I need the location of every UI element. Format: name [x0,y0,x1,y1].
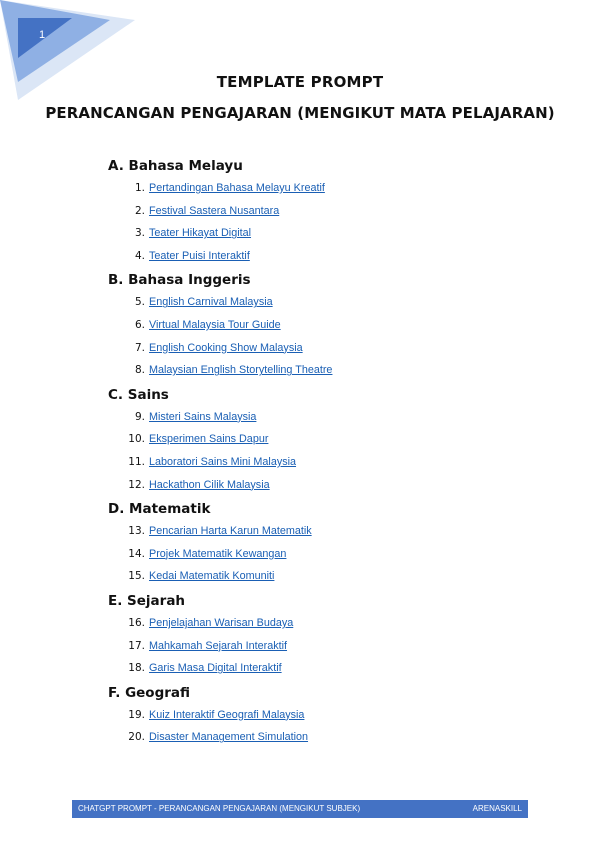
section-heading: B. Bahasa Inggeris [108,272,251,289]
list-item [108,635,548,658]
item-list [108,520,548,588]
item-link[interactable]: Projek Matematik Kewangan [149,547,287,560]
item-number: 1. [134,182,145,194]
item-number: 11. [128,455,145,468]
item-link[interactable]: Laboratori Sains Mini Malaysia [149,455,297,468]
item-link[interactable]: Teater Hikayat Digital [149,227,252,240]
item-list [108,704,548,749]
list-item [108,406,548,429]
list-item [108,657,548,680]
item-link[interactable]: Malaysian English Storytelling Theatre [149,364,333,377]
section-heading: A. Bahasa Melayu [108,158,243,174]
list-item [108,704,548,727]
list-item [108,451,548,474]
footer-bar [72,800,528,818]
list-item [108,726,548,749]
item-number: 4. [134,249,145,262]
item-number: 13. [128,525,145,538]
item-number: 16. [128,616,145,629]
section-heading: E. Sejarah [108,592,186,609]
item-number: 9. [134,410,145,423]
item-link[interactable]: Misteri Sains Malaysia [149,410,257,423]
page-number: 1 [39,29,46,41]
item-link[interactable]: Pencarian Harta Karun Matematik [149,525,312,538]
section-heading: D. Matematik [108,501,211,518]
item-link[interactable]: Penjelajahan Warisan Budaya [149,616,294,629]
section-heading: F. Geografi [108,684,191,701]
item-link[interactable]: Eksperimen Sains Dapur [149,433,269,446]
list-item [108,245,548,268]
page-title: TEMPLATE PROMPT [216,73,384,91]
list-item [108,177,548,200]
list-item [108,520,548,543]
section-bahasa-melayu [108,155,548,267]
item-list [108,406,548,496]
section-heading: C. Sains [108,386,169,403]
item-link[interactable]: Kedai Matematik Komuniti [149,570,275,583]
subject-list [108,155,548,751]
section-geografi [108,682,548,749]
list-item [108,359,548,382]
list-item [108,474,548,497]
item-number: 17. [128,639,145,652]
item-number: 3. [134,227,145,240]
item-link[interactable]: Garis Masa Digital Interaktif [149,662,282,675]
item-link[interactable]: Virtual Malaysia Tour Guide [149,318,281,331]
item-link[interactable]: English Carnival Malaysia [149,296,273,309]
list-item [108,222,548,245]
section-matematik [108,498,548,588]
item-number: 19. [128,708,145,721]
item-number: 7. [134,341,145,354]
corner-decoration [0,0,140,110]
footer-title: CHATGPT PROMPT - PERANCANGAN PENGAJARAN (MENGIKUT SUBJEK) [78,804,361,813]
list-item [108,428,548,451]
section-bahasa-inggeris [108,269,548,381]
list-item [108,337,548,360]
item-list [108,291,548,381]
item-number: 10. [128,433,145,446]
list-item [108,612,548,635]
list-item [108,314,548,337]
section-sejarah [108,590,548,680]
list-item [108,200,548,223]
page-subtitle: PERANCANGAN PENGAJARAN (MENGIKUT MATA PELAJARAN) [45,104,555,122]
list-item [108,543,548,566]
item-list [108,177,548,267]
item-number: 6. [134,318,145,331]
item-link[interactable]: Pertandingan Bahasa Melayu Kreatif [149,182,325,194]
footer-brand: ARENASKILL [472,804,522,813]
item-number: 14. [128,547,145,560]
item-link[interactable]: Teater Puisi Interaktif [149,249,250,262]
item-link[interactable]: Festival Sastera Nusantara [149,204,280,217]
item-number: 20. [128,731,145,744]
item-list [108,612,548,680]
item-number: 12. [128,478,145,491]
item-link[interactable]: Disaster Management Simulation [149,731,309,744]
item-link[interactable]: Mahkamah Sejarah Interaktif [149,639,288,652]
item-number: 8. [134,364,145,377]
list-item [108,565,548,588]
item-link[interactable]: Hackathon Cilik Malaysia [149,478,270,491]
item-number: 18. [128,662,145,675]
item-number: 2. [134,204,145,217]
item-number: 15. [128,570,145,583]
list-item [108,291,548,314]
section-sains [108,384,548,496]
item-link[interactable]: Kuiz Interaktif Geografi Malaysia [149,708,305,721]
item-link[interactable]: English Cooking Show Malaysia [149,341,303,354]
item-number: 5. [134,296,145,309]
